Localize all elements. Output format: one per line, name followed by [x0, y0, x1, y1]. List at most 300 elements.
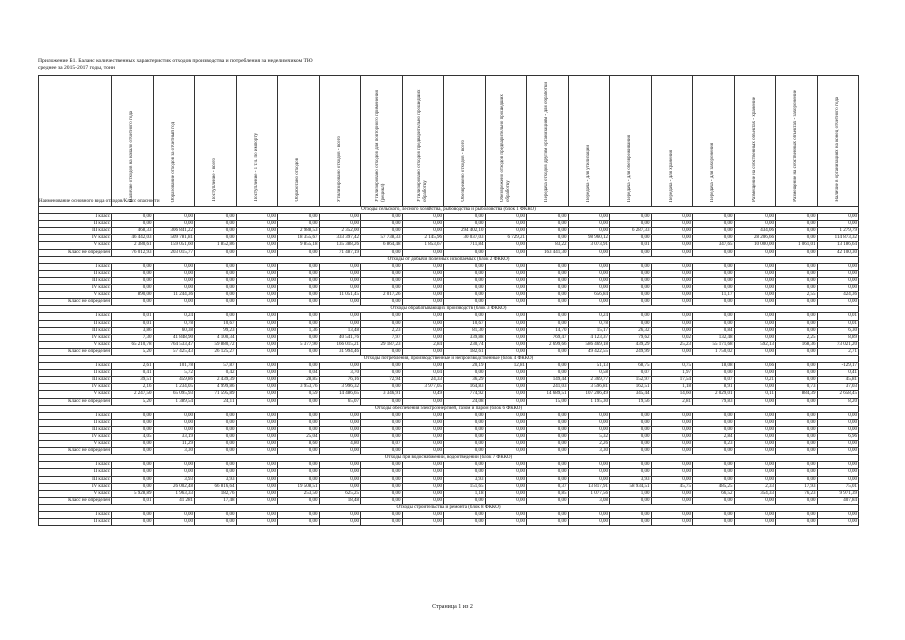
waste-balance-table	[38, 75, 859, 526]
table-cell: 0,00	[112, 214, 154, 221]
table-cell: 0,00	[734, 462, 776, 469]
table-cell: 25,23	[651, 341, 693, 348]
table-cell: 3,30	[568, 448, 610, 455]
table-row	[39, 334, 859, 341]
table-cell: 0,00	[278, 299, 320, 306]
table-cell: 83,22	[527, 242, 569, 249]
table-row	[39, 391, 859, 398]
table-cell: 2 988,53	[278, 228, 320, 235]
table-cell: 0,00	[776, 497, 818, 504]
table-cell: 0,00	[693, 228, 735, 235]
table-cell: 12,81	[485, 363, 527, 370]
table-cell: 36,29	[444, 377, 486, 384]
table-row	[39, 490, 859, 497]
table-cell: 76,16	[319, 377, 361, 384]
table-cell: 0,00	[319, 426, 361, 433]
table-cell: 0,00	[402, 263, 444, 270]
table-cell: 5 377,90	[278, 341, 320, 348]
table-cell: 1 234,05	[153, 384, 195, 391]
table-cell: 0,00	[402, 270, 444, 277]
table-cell: 28,85	[278, 377, 320, 384]
table-cell: 0,00	[195, 434, 237, 441]
table-cell: 0,00	[776, 263, 818, 270]
table-cell: 0,00	[361, 313, 403, 320]
table-cell: 0,00	[610, 235, 652, 242]
table-cell: 0,00	[278, 263, 320, 270]
table-cell: 4 100,34	[195, 334, 237, 341]
table-cell: 0,00	[568, 419, 610, 426]
table-cell: 0,00	[651, 348, 693, 355]
table-cell: 46 442,03	[112, 235, 154, 242]
column-header-label: Наименование основного вида отходов/Класс опасности	[39, 198, 160, 204]
table-cell: 41 281	[153, 497, 195, 504]
table-cell: 0,00	[776, 299, 818, 306]
hazard-class-label: I класс	[39, 512, 112, 519]
table-cell: 0,00	[693, 214, 735, 221]
hazard-class-label: Класс не определен	[39, 299, 112, 306]
table-cell: 3,70	[319, 370, 361, 377]
table-cell: 0,00	[734, 292, 776, 299]
table-cell: 0,00	[319, 469, 361, 476]
table-cell: 0,00	[610, 434, 652, 441]
table-cell: 0,00	[485, 320, 527, 327]
table-cell: 0,00	[527, 519, 569, 526]
table-cell: 0,00	[776, 426, 818, 433]
table-cell: 13,48	[319, 327, 361, 334]
table-cell: 79,62	[610, 334, 652, 341]
table-cell: 0,00	[153, 512, 195, 519]
table-cell: 0,00	[734, 263, 776, 270]
table-cell: 71 595,89	[195, 391, 237, 398]
table-row	[39, 263, 859, 270]
table-cell: 3,93	[610, 476, 652, 483]
table-cell: 0,00	[402, 419, 444, 426]
table-cell: 65 095,93	[153, 391, 195, 398]
table-cell: 0,01	[817, 320, 859, 327]
table-cell: 0,00	[195, 221, 237, 228]
table-cell: 58 934,51	[610, 483, 652, 490]
table-cell: 0,00	[153, 412, 195, 419]
table-cell: 0,00	[693, 419, 735, 426]
table-cell: 2,33	[734, 483, 776, 490]
table-cell: 0,00	[278, 448, 320, 455]
table-cell: 3 073,91	[568, 242, 610, 249]
column-header	[776, 76, 818, 207]
table-row	[39, 497, 859, 504]
table-cell: 0,00	[485, 242, 527, 249]
table-cell: 0,00	[485, 221, 527, 228]
table-cell: 0,11	[734, 391, 776, 398]
table-cell: 0,00	[112, 419, 154, 426]
table-cell: 0,00	[485, 348, 527, 355]
table-cell: 0,00	[527, 441, 569, 448]
table-cell: 0,00	[153, 221, 195, 228]
table-cell: 40 541,76	[319, 334, 361, 341]
table-cell: 1,18	[444, 490, 486, 497]
table-cell: 0,00	[153, 469, 195, 476]
table-cell: 0,00	[195, 235, 237, 242]
table-cell: 0,00	[568, 263, 610, 270]
table-cell: 2,84	[402, 341, 444, 348]
table-row	[39, 292, 859, 299]
table-cell: 0,85	[527, 490, 569, 497]
table-cell: 0,00	[527, 462, 569, 469]
table-cell: 0,00	[527, 476, 569, 483]
table-cell: 0,00	[361, 270, 403, 277]
table-row	[39, 277, 859, 284]
table-cell: 0,00	[444, 448, 486, 455]
table-cell: 0,00	[485, 434, 527, 441]
table-cell: 0,00	[610, 412, 652, 419]
table-cell: 764 533,47	[153, 341, 195, 348]
column-header-label: Обработано отходов	[295, 158, 301, 202]
table-cell: 0,00	[734, 426, 776, 433]
hazard-class-label: III класс	[39, 377, 112, 384]
table-cell: 0,01	[112, 497, 154, 504]
table-cell: 0,00	[278, 512, 320, 519]
table-cell: 107 206,49	[568, 391, 610, 398]
table-cell: 0,00	[153, 285, 195, 292]
table-cell: 0,00	[195, 299, 237, 306]
table-cell: 19,56	[610, 398, 652, 405]
table-cell: 0,01	[112, 313, 154, 320]
table-cell: 25,04	[278, 434, 320, 441]
table-cell: 1 750,02	[693, 348, 735, 355]
table-cell: 0,00	[817, 299, 859, 306]
table-cell: 0,00	[734, 285, 776, 292]
table-cell: 774,92	[444, 391, 486, 398]
table-cell: 0,00	[112, 448, 154, 455]
table-row	[39, 320, 859, 327]
table-cell: 0,00	[319, 483, 361, 490]
hazard-class-label: IV класс	[39, 235, 112, 242]
table-cell: 0,00	[776, 270, 818, 277]
table-cell: 306 841,22	[153, 228, 195, 235]
table-cell: 424,36	[817, 292, 859, 299]
table-cell: 0,00	[610, 214, 652, 221]
table-cell: 625,25	[319, 490, 361, 497]
table-cell: 3,93	[153, 476, 195, 483]
table-cell: 101,78	[153, 363, 195, 370]
table-cell: 0,00	[527, 363, 569, 370]
table-cell: 0,00	[734, 270, 776, 277]
table-cell: 0,00	[278, 249, 320, 256]
table-cell: 3 953,76	[278, 384, 320, 391]
table-cell: 0,21	[734, 377, 776, 384]
table-cell: 0,00	[527, 214, 569, 221]
hazard-class-label: I класс	[39, 412, 112, 419]
table-cell: 182,76	[195, 490, 237, 497]
table-cell: 6 729,21	[485, 235, 527, 242]
table-cell: 9 855,18	[278, 242, 320, 249]
column-header	[112, 76, 154, 207]
table-cell: 0,00	[485, 426, 527, 433]
table-cell: 159 051,60	[153, 242, 195, 249]
table-cell: 30 037,03	[444, 235, 486, 242]
table-cell: 0,00	[153, 263, 195, 270]
table-cell: 0,00	[734, 348, 776, 355]
table-cell: 0,00	[485, 398, 527, 405]
table-cell: 0,00	[610, 419, 652, 426]
table-cell: 0,00	[319, 270, 361, 277]
table-cell: 0,00	[402, 469, 444, 476]
table-cell: 0,00	[568, 221, 610, 228]
table-cell: 0,00	[402, 214, 444, 221]
table-cell: 42 100,30	[817, 249, 859, 256]
table-cell: 0,00	[361, 228, 403, 235]
table-cell: 0,00	[402, 462, 444, 469]
table-cell: 7,97	[361, 334, 403, 341]
table-cell: 0,00	[651, 448, 693, 455]
table-cell: 0,00	[112, 469, 154, 476]
table-cell: 65,07	[319, 398, 361, 405]
table-cell: 0,00	[402, 363, 444, 370]
table-cell: 0,00	[361, 214, 403, 221]
table-cell: 0,00	[112, 426, 154, 433]
hazard-class-label: III класс	[39, 228, 112, 235]
section-header-row	[39, 405, 859, 412]
table-row	[39, 370, 859, 377]
table-cell: 0,00	[236, 242, 278, 249]
table-cell: 45,81	[817, 377, 859, 384]
table-row	[39, 270, 859, 277]
section-header-row	[39, 355, 859, 362]
table-cell: 19 508,51	[278, 483, 320, 490]
table-cell: 0,00	[236, 228, 278, 235]
table-cell: 0,00	[651, 277, 693, 284]
table-cell: 18 355,67	[278, 235, 320, 242]
table-row	[39, 249, 859, 256]
table-cell: 6 287,33	[610, 228, 652, 235]
hazard-class-label: III класс	[39, 327, 112, 334]
table-cell: 14 486,65	[319, 391, 361, 398]
table-cell: 0,00	[776, 476, 818, 483]
table-cell: 0,00	[485, 391, 527, 398]
table-cell: 0,00	[734, 497, 776, 504]
table-cell: 0,00	[651, 426, 693, 433]
table-cell: 0,00	[527, 426, 569, 433]
table-cell: 114 873,32	[817, 235, 859, 242]
table-cell: 1,97	[651, 370, 693, 377]
table-cell: 0,00	[734, 334, 776, 341]
table-cell: 0,00	[568, 412, 610, 419]
table-cell: 0,00	[610, 285, 652, 292]
table-cell: 0,00	[485, 249, 527, 256]
table-cell: 0,00	[236, 419, 278, 426]
table-row	[39, 434, 859, 441]
table-cell: 0,00	[693, 370, 735, 377]
table-cell: 3,93	[444, 476, 486, 483]
table-cell: 0,00	[485, 327, 527, 334]
table-row	[39, 221, 859, 228]
table-cell: 3,30	[153, 448, 195, 455]
table-cell: 0,00	[568, 214, 610, 221]
table-cell: 81,30	[444, 327, 486, 334]
table-cell: 241,03	[527, 384, 569, 391]
table-cell: 656,84	[568, 292, 610, 299]
table-row	[39, 313, 859, 320]
table-cell: 0,00	[776, 462, 818, 469]
table-row	[39, 519, 859, 526]
table-cell: 24,33	[402, 377, 444, 384]
table-cell: 0,00	[319, 221, 361, 228]
table-cell: 0,00	[361, 277, 403, 284]
table-cell: 0,00	[361, 299, 403, 306]
table-cell: 79,83	[693, 398, 735, 405]
table-cell: 509 781,81	[153, 235, 195, 242]
hazard-class-label: IV класс	[39, 384, 112, 391]
table-cell: 0,00	[236, 512, 278, 519]
table-cell: 0,02	[651, 334, 693, 341]
table-cell: 0,00	[444, 221, 486, 228]
table-cell: 0,41	[112, 370, 154, 377]
table-cell: 8,60	[278, 441, 320, 448]
table-cell: 24,08	[444, 398, 486, 405]
table-cell: 135 388,26	[319, 242, 361, 249]
table-cell: 0,00	[776, 412, 818, 419]
table-cell: 0,00	[485, 341, 527, 348]
column-header-label: Обезврежено отходов - всего	[461, 140, 467, 202]
table-cell: 586 469,18	[568, 341, 610, 348]
column-header	[402, 76, 444, 207]
table-row	[39, 299, 859, 306]
table-cell: 0,04	[278, 370, 320, 377]
table-cell: 294 402,10	[444, 228, 486, 235]
table-cell: 0,00	[236, 519, 278, 526]
table-cell: 24,11	[195, 398, 237, 405]
table-cell: 2 145,96	[402, 235, 444, 242]
table-cell: 0,00	[485, 519, 527, 526]
table-cell: 0,00	[651, 320, 693, 327]
table-cell: 164,83	[444, 384, 486, 391]
table-cell: 0,00	[693, 285, 735, 292]
table-cell: 0,00	[444, 412, 486, 419]
table-cell: 0,00	[817, 519, 859, 526]
table-row	[39, 426, 859, 433]
hazard-class-label: Класс не определен	[39, 348, 112, 355]
table-cell: 0,00	[402, 277, 444, 284]
table-cell: 0,00	[278, 348, 320, 355]
table-cell: 0,00	[361, 384, 403, 391]
hazard-class-label: IV класс	[39, 285, 112, 292]
table-cell: 0,00	[776, 441, 818, 448]
column-header-label: Передача - для утилизации	[585, 144, 591, 202]
table-cell: 0,00	[693, 476, 735, 483]
hazard-class-label: Класс не определен	[39, 497, 112, 504]
table-cell: 0,00	[610, 469, 652, 476]
column-header-label: Утилизировано отходов для повторного применения (рецикл)	[375, 90, 387, 202]
table-cell: 345,44	[610, 391, 652, 398]
column-header	[195, 76, 237, 207]
table-cell: 0,00	[776, 348, 818, 355]
column-header-label: Поступление - всего	[212, 158, 218, 202]
table-cell: 0,00	[112, 441, 154, 448]
table-cell: 0,00	[693, 469, 735, 476]
column-header-label: Передача - для хранения	[668, 149, 674, 202]
table-cell: 0,00	[693, 270, 735, 277]
table-cell: 0,00	[527, 320, 569, 327]
table-cell: 2,84	[693, 434, 735, 441]
table-cell: 0,00	[319, 299, 361, 306]
table-cell: 253,50	[278, 490, 320, 497]
table-row	[39, 377, 859, 384]
table-cell: 0,00	[195, 419, 237, 426]
column-header-label: Поступление - 1 т.ч. по импорту	[253, 133, 259, 202]
table-cell: 2 439,39	[195, 377, 237, 384]
table-cell: 485,25	[693, 483, 735, 490]
table-cell: 0,00	[568, 476, 610, 483]
table-cell: 0,00	[278, 476, 320, 483]
table-cell: 8,20	[817, 398, 859, 405]
table-cell: 0,00	[195, 263, 237, 270]
table-cell: 0,00	[195, 285, 237, 292]
column-header-label: Утилизировано отходов - всего	[336, 135, 342, 202]
table-cell: 0,00	[278, 277, 320, 284]
table-cell: 0,00	[776, 285, 818, 292]
table-cell: 0,00	[734, 419, 776, 426]
table-cell: 0,00	[651, 434, 693, 441]
table-cell: 152,97	[610, 377, 652, 384]
table-cell: 0,00	[236, 370, 278, 377]
table-cell: 0,00	[444, 441, 486, 448]
hazard-class-label: IV класс	[39, 483, 112, 490]
table-cell: 5 928,89	[112, 490, 154, 497]
table-cell: 0,00	[195, 519, 237, 526]
table-cell: 4 999,86	[195, 384, 237, 391]
table-cell: 0,00	[361, 412, 403, 419]
table-cell: 0,00	[734, 299, 776, 306]
table-cell: 0,00	[651, 313, 693, 320]
hazard-class-label: Класс не определен	[39, 249, 112, 256]
table-cell: 0,00	[236, 292, 278, 299]
table-cell: 0,00	[236, 277, 278, 284]
table-cell: 0,00	[734, 214, 776, 221]
table-cell: 2 247,50	[112, 391, 154, 398]
hazard-class-label: II класс	[39, 519, 112, 526]
table-cell: 0,00	[651, 412, 693, 419]
table-cell: 0,78	[153, 320, 195, 327]
table-cell: 57 738,33	[361, 235, 403, 242]
table-cell: 0,00	[402, 490, 444, 497]
hazard-class-label: V класс	[39, 341, 112, 348]
table-cell: 0,00	[776, 419, 818, 426]
table-cell: 75,01	[817, 483, 859, 490]
table-cell: 0,00	[236, 299, 278, 306]
table-cell: 0,00	[361, 363, 403, 370]
column-header	[527, 76, 569, 207]
table-cell: 0,00	[278, 285, 320, 292]
table-cell: 0,00	[444, 519, 486, 526]
table-cell: 0,00	[236, 483, 278, 490]
table-cell: 0,01	[817, 313, 859, 320]
table-cell: 0,00	[236, 348, 278, 355]
table-cell: 0,00	[485, 377, 527, 384]
section-title: Отходы при водоснабжении, водоотведении (блок 7 ФККО)	[39, 455, 859, 462]
table-cell: 0,00	[817, 270, 859, 277]
table-cell: 0,00	[278, 320, 320, 327]
table-cell: 0,00	[402, 313, 444, 320]
table-cell: 0,00	[195, 426, 237, 433]
table-cell: 0,00	[527, 270, 569, 277]
table-cell: 0,00	[817, 512, 859, 519]
table-cell: 0,00	[361, 476, 403, 483]
table-cell: 0,00	[651, 221, 693, 228]
table-cell: 0,00	[195, 277, 237, 284]
table-cell: 884,39	[776, 391, 818, 398]
section-header-row	[39, 256, 859, 263]
table-cell: 0,00	[112, 483, 154, 490]
table-cell: 0,00	[278, 469, 320, 476]
